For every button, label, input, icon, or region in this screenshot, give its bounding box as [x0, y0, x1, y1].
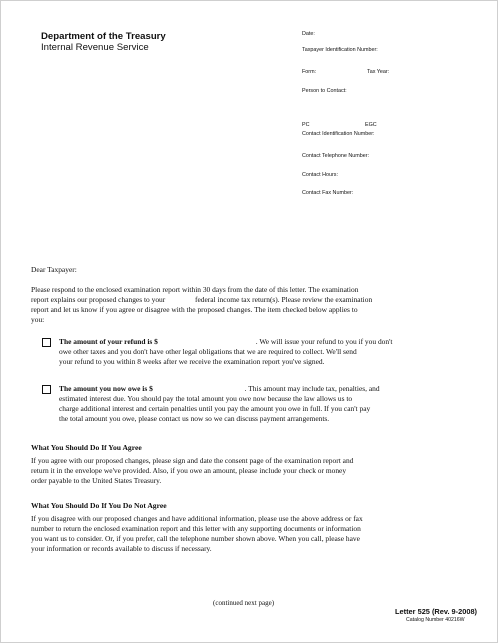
tax-year-label: Tax Year:	[367, 69, 390, 75]
agree-line: order payable to the United States Treasury.	[31, 476, 162, 486]
department-name: Department of the Treasury	[41, 31, 166, 42]
pc-label: PC	[302, 122, 310, 128]
owe-checkbox[interactable]	[42, 385, 51, 394]
owe-line: estimated interest due. You should pay the total amount you owe now because the law allows us to	[59, 394, 353, 404]
agree-paragraph	[31, 456, 471, 486]
disagree-paragraph	[31, 514, 471, 554]
owe-line: the total amount you owe, please contact us now so we can discuss payment arrangements.	[59, 414, 330, 424]
intro-line: you:	[31, 315, 45, 325]
owe-text: . This amount may include tax, penalties, and	[244, 384, 380, 393]
contact-fax-label: Contact Fax Number:	[302, 190, 354, 196]
intro-line: Please respond to the enclosed examination report within 30 days from the date of this letter. The examination	[31, 285, 359, 294]
owe-line: charge additional interest and certain penalties until you pay the amount you owe in full. If you can't pay	[59, 404, 371, 414]
refund-line: your refund to you within 8 weeks after we receive the examination report you've signed.	[59, 357, 325, 367]
contact-hours-label: Contact Hours:	[302, 172, 338, 178]
refund-text: . We will issue your refund to you if you don't	[255, 337, 393, 346]
owe-amount-label: The amount you now owe is $	[59, 384, 153, 393]
owe-line	[59, 384, 498, 394]
disagree-line: If you disagree with our proposed changes and have additional information, please use the above address or fax	[31, 514, 363, 523]
refund-paragraph	[59, 337, 498, 367]
contact-phone-label: Contact Telephone Number:	[302, 153, 370, 159]
letter-number: Letter 525 (Rev. 9-2008)	[395, 607, 478, 616]
refund-checkbox[interactable]	[42, 338, 51, 347]
intro-paragraph	[31, 285, 471, 325]
refund-amount-label: The amount of your refund is $	[59, 337, 158, 346]
intro-text: report explains our proposed changes to your	[31, 295, 166, 305]
disagree-heading: What You Should Do If You Do Not Agree	[31, 501, 167, 510]
contact-id-label: Contact Identification Number:	[302, 131, 375, 137]
catalog-number: Catalog Number 40216W	[406, 617, 465, 623]
form-label: Form:	[302, 69, 317, 75]
refund-line: owe other taxes and you don't have other legal obligations that we are required to collect. We'll send	[59, 347, 357, 357]
owe-paragraph	[59, 384, 498, 424]
service-name: Internal Revenue Service	[41, 42, 149, 53]
agree-line: return it in the envelope we've provided. Also, if you owe an amount, please include your check or money	[31, 466, 347, 476]
egc-label: EGC	[365, 122, 377, 128]
disagree-line: number to return the enclosed examination report and this letter with any supporting documents or information	[31, 524, 361, 534]
agree-line: If you agree with our proposed changes, please sign and date the consent page of the examination report and	[31, 456, 354, 465]
agency-header	[41, 31, 166, 53]
intro-text: federal income tax return(s). Please review the examination	[194, 295, 373, 305]
salutation: Dear Taxpayer:	[31, 265, 77, 274]
taxpayer-id-label: Taxpayer Identification Number:	[302, 47, 378, 53]
person-to-contact-label: Person to Contact:	[302, 88, 347, 94]
continued-note: (continued next page)	[213, 599, 275, 607]
disagree-line: you want us to consider. Or, if you prefer, call the telephone number shown above. When you call, please have	[31, 534, 360, 544]
agree-heading: What You Should Do If You Agree	[31, 443, 142, 452]
intro-line	[31, 295, 471, 305]
date-label: Date:	[302, 31, 315, 37]
refund-line	[59, 337, 498, 347]
intro-line: report and let us know if you agree or disagree with the proposed changes. The item checked below applies to	[31, 305, 358, 315]
disagree-line: your information or records available to discuss if necessary.	[31, 544, 212, 554]
